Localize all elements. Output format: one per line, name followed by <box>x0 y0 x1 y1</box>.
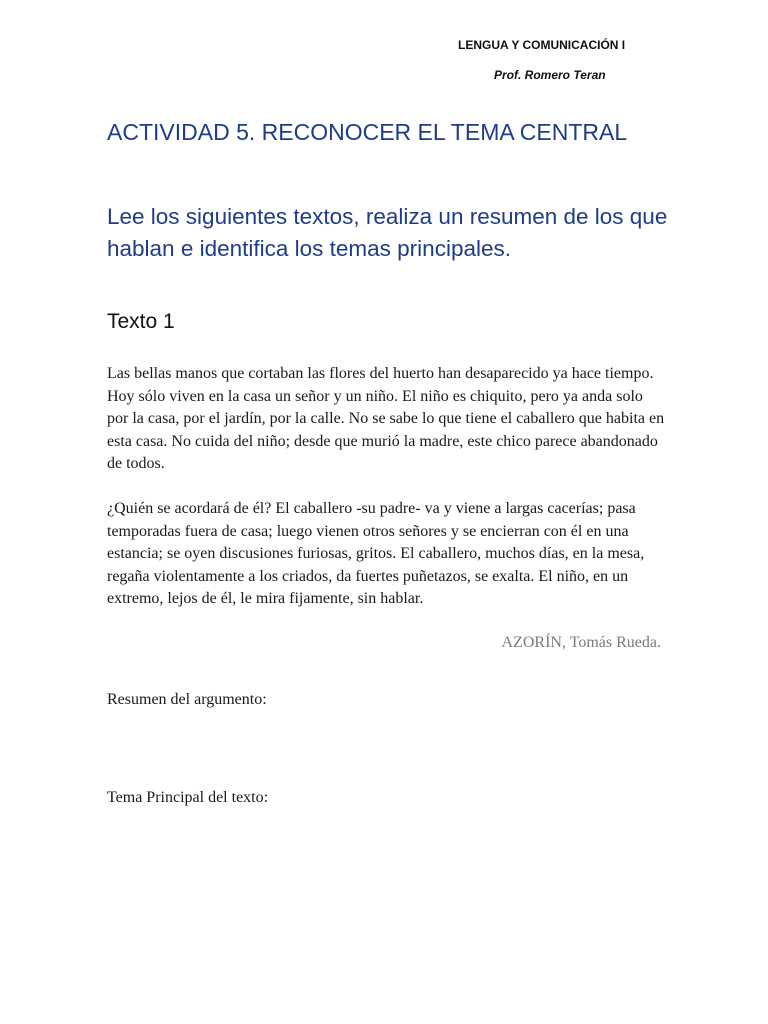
text-paragraph-1: Las bellas manos que cortaban las flores del huerto han desaparecido ya hace tiempo. Hoy sólo viven en la casa un señor y un niño. El niño es chiquito, pero ya anda solo por la casa, por el jardín, por la calle. No se sabe lo que tiene el caballero que habita en esta casa. No cuida del niño; desde que murió la madre, este chico parece abandonado de todos. <box>107 365 665 472</box>
activity-instruction: Lee los siguientes textos, realiza un resumen de los que hablan e identifica los temas principales. <box>107 204 668 261</box>
summary-label: Resumen del argumento: <box>107 691 267 708</box>
text-heading: Texto 1 <box>107 310 175 333</box>
text-paragraph-2: ¿Quién se acordará de él? El caballero -su padre- va y viene a largas cacerías; pasa temporadas fuera de casa; luego vienen otros señores y se encierran con él en una estancia; se oyen discusiones furiosas, gritos. El caballero, muchos días, en la mesa, regaña violentamente a los criados, da fuertes puñetazos, se exalta. El niño, en un extremo, lejos de él, le mira fijamente, sin hablar. <box>107 500 645 607</box>
header-subject: LENGUA Y COMUNICACIÓN I <box>458 38 626 52</box>
text-author: AZORÍN, Tomás Rueda. <box>501 634 661 651</box>
activity-title: ACTIVIDAD 5. RECONOCER EL TEMA CENTRAL <box>107 119 628 145</box>
theme-label: Tema Principal del texto: <box>107 789 269 806</box>
header-professor: Prof. Romero Teran <box>494 68 606 82</box>
